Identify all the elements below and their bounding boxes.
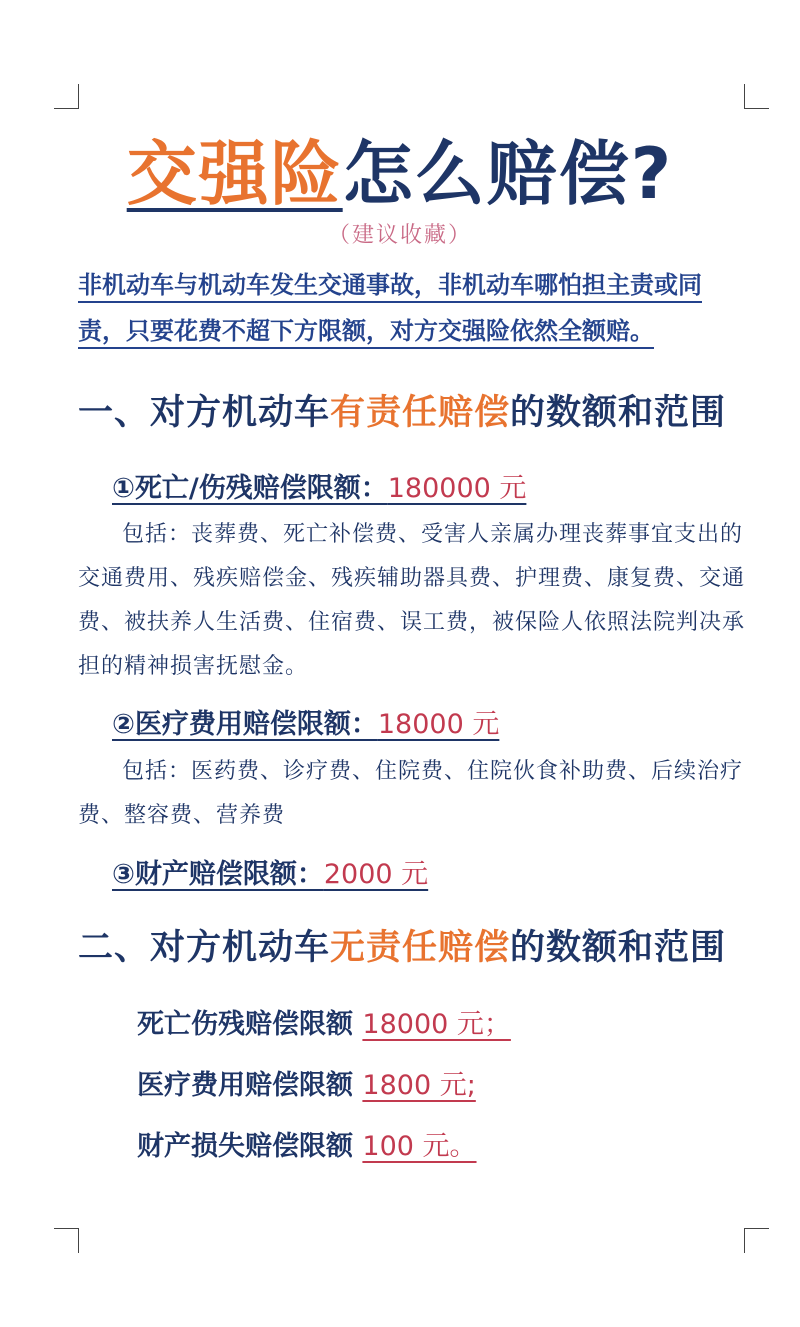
title-rest: 怎么赔偿? — [342, 133, 674, 215]
title-highlight: 交强险 — [126, 133, 343, 215]
section2-highlight: 无责任赔偿 — [330, 928, 511, 968]
item-value: 2000 元 — [323, 859, 429, 890]
line-value: 1800 元; — [362, 1070, 476, 1101]
subtitle: （建议收藏） — [327, 223, 472, 248]
no-fault-death-disability-limit — [137, 1002, 511, 1041]
section1-suffix: 的数额和范围 — [510, 393, 727, 433]
line-label: 财产损失赔偿限额 — [137, 1131, 353, 1162]
line-value: 18000 元； — [362, 1009, 511, 1040]
line-label: 医疗费用赔偿限额 — [137, 1070, 353, 1101]
item-value: 18000 元 — [377, 709, 500, 740]
item-label: ③财产赔偿限额： — [112, 859, 324, 890]
item-value: 180000 元 — [387, 473, 527, 504]
section-heading-with-fault — [78, 385, 778, 435]
section2-prefix: 二、对方机动车 — [78, 928, 331, 968]
item-medical-description: 包括：医药费、诊疗费、住院费、住院伙食补助费、后续治疗费、整容费、营养费 — [78, 759, 744, 828]
item-label: ①死亡/伤残赔偿限额： — [112, 473, 388, 504]
page-title — [0, 118, 800, 219]
page-corner-mark-top-left — [54, 84, 79, 109]
page-corner-mark-top-right — [744, 84, 769, 109]
page-corner-mark-bottom-right — [744, 1228, 769, 1253]
item-property-limit — [112, 852, 428, 891]
item-death-disability-description: 包括：丧葬费、死亡补偿费、受害人亲属办理丧葬事宜支出的交通费用、残疾赔偿金、残疾辅助器具费、护理费、康复费、交通费、被扶养人生活费、住宿费、误工费，被保险人依照法院判决承担的精神损害抚慰金。 — [78, 522, 746, 679]
page-corner-mark-bottom-left — [54, 1228, 79, 1253]
section-heading-no-fault — [78, 920, 778, 970]
item-label: ②医疗费用赔偿限额： — [112, 709, 378, 740]
section1-prefix: 一、对方机动车 — [78, 393, 331, 433]
section2-suffix: 的数额和范围 — [510, 928, 727, 968]
item-death-disability-limit — [112, 466, 526, 505]
intro-paragraph: 非机动车与机动车发生交通事故，非机动车哪怕担主责或同责，只要花费不超下方限额，对方交强险依然全额赔。 — [78, 271, 702, 345]
no-fault-medical-limit — [137, 1063, 476, 1102]
no-fault-property-limit — [137, 1124, 477, 1163]
section1-highlight: 有责任赔偿 — [330, 393, 511, 433]
line-value: 100 元。 — [362, 1131, 477, 1162]
line-label: 死亡伤残赔偿限额 — [137, 1009, 353, 1040]
item-medical-limit — [112, 702, 499, 741]
